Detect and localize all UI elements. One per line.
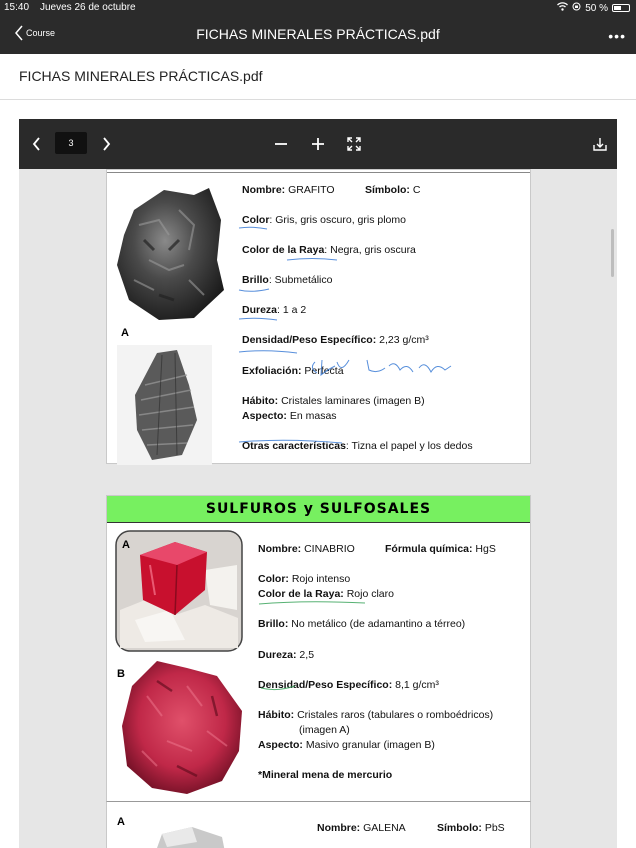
grafito-simbolo: Símbolo: C [365, 184, 421, 196]
image-label-a: A [117, 816, 125, 828]
viewer-toolbar [19, 119, 617, 169]
grafito-habito: Hábito: Cristales laminares (imagen B) [242, 395, 425, 407]
cinabrio-raya: Color de la Raya: Rojo claro [258, 588, 394, 600]
wifi-icon [557, 2, 568, 14]
grafito-nombre: Nombre: GRAFITO [242, 184, 335, 196]
image-label-a: A [122, 539, 130, 551]
expand-icon [347, 137, 361, 151]
cinnabar-massive-image-b [117, 656, 247, 796]
handwritten-annotations [237, 210, 527, 460]
download-button[interactable] [592, 136, 608, 152]
grafito-exfoliacion: Exfoliación: Perfecta [242, 365, 344, 377]
more-options-button[interactable]: ••• [608, 28, 626, 44]
galena-mineral-image [147, 822, 227, 848]
pdf-page-grafito [106, 169, 531, 464]
cinabrio-habito: Hábito: Cristales raros (tabulares o romboédricos) [258, 709, 494, 721]
graphite-mineral-image-a [109, 180, 229, 325]
cinnabar-crystal-image-a [115, 530, 243, 652]
page-top-line [107, 172, 530, 173]
grafito-dureza: Dureza: 1 a 2 [242, 304, 307, 316]
divider [0, 99, 636, 100]
pdf-viewer[interactable] [19, 119, 617, 848]
orientation-lock-icon [572, 2, 581, 14]
pdf-page-cinabrio [106, 495, 531, 803]
minus-icon [274, 137, 288, 151]
galena-simbolo: Símbolo: PbS [437, 822, 505, 834]
cinabrio-formula: Fórmula química: HgS [385, 543, 496, 555]
cinabrio-nombre: Nombre: CINABRIO [258, 543, 355, 555]
cinabrio-nota: *Mineral mena de mercurio [258, 769, 393, 781]
grafito-brillo: Brillo: Submetálico [242, 274, 333, 286]
status-right [557, 2, 630, 14]
next-page-button[interactable] [99, 134, 113, 154]
battery-icon [612, 4, 630, 12]
fullscreen-button[interactable] [346, 136, 362, 152]
grafito-aspecto: Aspecto: En masas [242, 410, 337, 422]
nav-bar [0, 16, 636, 54]
chevron-right-icon [102, 137, 111, 151]
section-banner: SULFUROS y SULFOSALES [107, 496, 530, 523]
cinabrio-dureza: Dureza: 2,5 [258, 649, 315, 661]
page-number-field[interactable]: 3 [55, 132, 87, 154]
plus-icon [311, 137, 325, 151]
zoom-in-button[interactable] [310, 136, 326, 152]
grafito-densidad: Densidad/Peso Específico: 2,23 g/cm³ [242, 334, 429, 346]
previous-page-button[interactable] [29, 134, 43, 154]
zoom-out-button[interactable] [273, 136, 289, 152]
galena-nombre: Nombre: GALENA [317, 822, 406, 834]
back-label: Course [26, 28, 56, 38]
vertical-scrollbar[interactable] [611, 229, 614, 277]
image-label-b: B [117, 668, 125, 680]
grafito-raya: Color de la Raya: Negra, gris oscura [242, 244, 416, 256]
image-label-a: A [121, 327, 129, 339]
cinabrio-habito-cont: (imagen A) [299, 724, 350, 736]
graphite-mineral-image-b [117, 345, 212, 465]
cinabrio-brillo: Brillo: No metálico (de adamantino a térreo) [258, 618, 466, 630]
status-time: 15:40 [4, 2, 30, 13]
cinabrio-aspecto: Aspecto: Masivo granular (imagen B) [258, 739, 435, 751]
document-title: FICHAS MINERALES PRÁCTICAS.pdf [19, 68, 263, 84]
status-bar [0, 0, 636, 16]
download-icon [593, 137, 607, 151]
chevron-left-icon [32, 137, 41, 151]
grafito-otras: Otras características: Tizna el papel y los dedos [242, 440, 473, 452]
handwritten-underlines [255, 596, 415, 696]
pdf-page-galena [106, 801, 531, 848]
battery-percent: 50 % [585, 2, 608, 14]
cinabrio-densidad: Densidad/Peso Específico: 8,1 g/cm³ [258, 679, 439, 691]
grafito-color: Color: Gris, gris oscuro, gris plomo [242, 214, 406, 226]
nav-title: FICHAS MINERALES PRÁCTICAS.pdf [196, 26, 440, 42]
status-date: Jueves 26 de octubre [40, 2, 136, 13]
cinabrio-color: Color: Rojo intenso [258, 573, 351, 585]
